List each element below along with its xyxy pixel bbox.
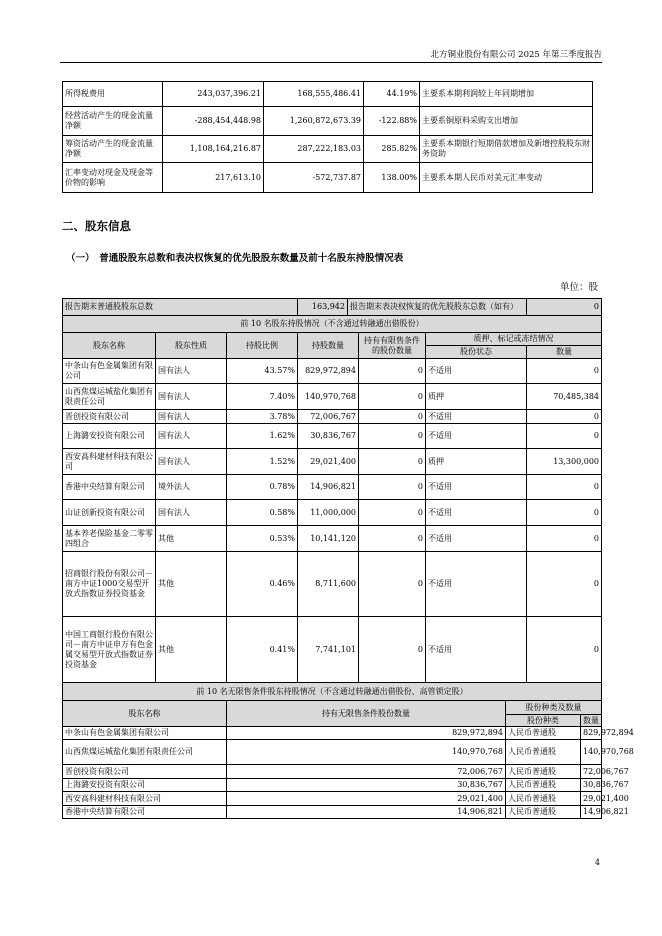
cell-count: 13,300,000 — [527, 449, 602, 475]
unrestricted-cell-qty: 14,906,821 — [227, 806, 506, 819]
total-value: 163,942 — [298, 299, 348, 316]
cell-status: 不适用 — [426, 526, 527, 552]
table-header-row — [63, 701, 602, 715]
cell-status: 不适用 — [426, 424, 527, 449]
cell-status: 不适用 — [426, 410, 527, 424]
cell-count: 0 — [527, 500, 602, 526]
cell-name: 基本养老保险基金二零零四组合 — [63, 526, 156, 552]
row-current: 1,108,164,216.87 — [163, 136, 264, 163]
shareholder-table — [62, 298, 634, 819]
unrestricted-header-count: 数量 — [581, 715, 602, 727]
cell-name: 香港中央结算有限公司 — [63, 475, 156, 500]
table-header-row — [63, 333, 602, 346]
change-table — [62, 81, 593, 193]
row-prior: 1,260,872,673.39 — [264, 107, 364, 136]
cell-name: 西安高科建材科技有限公司 — [63, 449, 156, 475]
cell-nature: 国有法人 — [156, 384, 227, 410]
row-reason: 主要系本期人民币对美元汇率变动 — [420, 163, 593, 193]
row-change: 44.19% — [364, 82, 420, 107]
row-item: 所得税费用 — [63, 82, 163, 107]
table-row — [63, 316, 602, 333]
cell-nature: 国有法人 — [156, 359, 227, 384]
row-prior: -572,737.87 — [264, 163, 364, 193]
cell-restricted: 0 — [359, 475, 426, 500]
cell-name: 中条山有色金属集团有限公司 — [63, 359, 156, 384]
cell-count: 70,485,384 — [527, 384, 602, 410]
row-reason: 主要系本期利润较上年同期增加 — [420, 82, 593, 107]
cell-status: 不适用 — [426, 359, 527, 384]
cell-qty: 30,836,767 — [298, 424, 359, 449]
unrestricted-cell-kind: 人民币普通股 — [506, 792, 581, 806]
table-row — [63, 552, 602, 617]
table-row — [63, 617, 602, 683]
unit-label: 单位：股 — [559, 282, 598, 293]
cell-restricted: 0 — [359, 384, 426, 410]
table-row — [63, 779, 602, 792]
table-row — [63, 163, 593, 193]
row-change: 138.00% — [364, 163, 420, 193]
cell-restricted: 0 — [359, 552, 426, 617]
table-row — [63, 727, 602, 740]
cell-name: 山西焦煤运城盐化集团有限责任公司 — [63, 384, 156, 410]
header-rule — [60, 62, 602, 63]
cell-status: 不适用 — [426, 475, 527, 500]
unrestricted-title: 前 10 名无限售条件股东持股情况（不含通过转融通出借股份、高管锁定股） — [63, 683, 602, 701]
cell-name: 山证创新投资有限公司 — [63, 500, 156, 526]
header-count: 数量 — [527, 346, 602, 359]
unrestricted-header-qty: 持有无限售条件股份数量 — [227, 701, 506, 727]
cell-qty: 29,021,400 — [298, 449, 359, 475]
cell-count: 0 — [527, 359, 602, 384]
cell-status: 不适用 — [426, 617, 527, 683]
unrestricted-header-kind: 股份种类 — [506, 715, 581, 727]
unrestricted-cell-count: 72,006,767 — [581, 765, 602, 779]
unrestricted-cell-name: 香港中央结算有限公司 — [63, 806, 227, 819]
cell-ratio: 0.78% — [227, 475, 298, 500]
row-prior: 287,222,183.03 — [264, 136, 364, 163]
unrestricted-cell-count: 30,836,767 — [581, 779, 602, 792]
cell-restricted: 0 — [359, 449, 426, 475]
cell-count: 0 — [527, 552, 602, 617]
table-row — [63, 806, 602, 819]
unrestricted-cell-qty: 72,006,767 — [227, 765, 506, 779]
cell-nature: 国有法人 — [156, 449, 227, 475]
row-current: 217,613.10 — [163, 163, 264, 193]
table-row — [63, 82, 593, 107]
cell-restricted: 0 — [359, 526, 426, 552]
unrestricted-cell-kind: 人民币普通股 — [506, 779, 581, 792]
table-row — [63, 683, 602, 701]
table-row — [63, 410, 602, 424]
cell-restricted: 0 — [359, 617, 426, 683]
cell-ratio: 3.78% — [227, 410, 298, 424]
cell-nature: 其他 — [156, 552, 227, 617]
cell-qty: 140,970,768 — [298, 384, 359, 410]
cell-ratio: 0.46% — [227, 552, 298, 617]
table-row — [63, 792, 602, 806]
cell-nature: 国有法人 — [156, 410, 227, 424]
cell-restricted: 0 — [359, 359, 426, 384]
cell-count: 0 — [527, 410, 602, 424]
cell-ratio: 1.52% — [227, 449, 298, 475]
cell-name: 招商银行股份有限公司－南方中证1000交易型开放式指数证券投资基金 — [63, 552, 156, 617]
table-row — [63, 384, 602, 410]
total-label: 报告期末普通股股东总数 — [63, 299, 298, 316]
row-change: -122.88% — [364, 107, 420, 136]
cell-nature: 其他 — [156, 617, 227, 683]
pref-value: 0 — [527, 299, 602, 316]
cell-qty: 14,906,821 — [298, 475, 359, 500]
table-row — [63, 107, 593, 136]
section-title: 二、股东信息 — [62, 219, 131, 233]
cell-nature: 境外法人 — [156, 475, 227, 500]
unrestricted-header-name: 股东名称 — [63, 701, 227, 727]
unrestricted-cell-name: 西安高科建材科技有限公司 — [63, 792, 227, 806]
cell-qty: 11,000,000 — [298, 500, 359, 526]
cell-nature: 其他 — [156, 526, 227, 552]
row-current: 243,037,396.21 — [163, 82, 264, 107]
row-reason: 主要系铜原料采购支出增加 — [420, 107, 593, 136]
cell-ratio: 7.40% — [227, 384, 298, 410]
unrestricted-cell-name: 中条山有色金属集团有限公司 — [63, 727, 227, 740]
unrestricted-cell-count: 829,972,894 — [581, 727, 602, 740]
pref-label: 报告期末表决权恢复的优先股股东总数（如有） — [348, 299, 527, 316]
cell-count: 0 — [527, 475, 602, 500]
cell-qty: 10,141,120 — [298, 526, 359, 552]
cell-qty: 829,972,894 — [298, 359, 359, 384]
table-row — [63, 449, 602, 475]
cell-count: 0 — [527, 617, 602, 683]
cell-qty: 7,741,101 — [298, 617, 359, 683]
cell-restricted: 0 — [359, 410, 426, 424]
unrestricted-cell-name: 上海潞安投资有限公司 — [63, 779, 227, 792]
unrestricted-cell-kind: 人民币普通股 — [506, 806, 581, 819]
cell-status: 不适用 — [426, 500, 527, 526]
unrestricted-cell-qty: 140,970,768 — [227, 740, 506, 765]
unrestricted-cell-count: 14,906,821 — [581, 806, 602, 819]
top10-title: 前 10 名股东持股情况（不含通过转融通出借股份） — [63, 316, 602, 333]
unrestricted-cell-name: 山西焦煤运城盐化集团有限责任公司 — [63, 740, 227, 765]
row-prior: 168,555,486.41 — [264, 82, 364, 107]
cell-nature: 国有法人 — [156, 500, 227, 526]
cell-name: 中国工商银行股份有限公司－南方中证申万有色金属交易型开放式指数证券投资基金 — [63, 617, 156, 683]
page-number: 4 — [594, 858, 600, 867]
row-current: -288,454,448.98 — [163, 107, 264, 136]
table-row — [63, 765, 602, 779]
cell-status: 不适用 — [426, 552, 527, 617]
unrestricted-header-kind-group: 股份种类及数量 — [506, 701, 602, 715]
table-row — [63, 299, 602, 316]
unrestricted-cell-qty: 30,836,767 — [227, 779, 506, 792]
unrestricted-cell-kind: 人民币普通股 — [506, 740, 581, 765]
header-qty: 持股数量 — [298, 333, 359, 359]
cell-name: 上海潞安投资有限公司 — [63, 424, 156, 449]
unrestricted-cell-qty: 829,972,894 — [227, 727, 506, 740]
page-header: 北方铜业股份有限公司 2025 年第三季度报告 — [430, 50, 602, 60]
row-item: 筹资活动产生的现金流量净额 — [63, 136, 163, 163]
table-row — [63, 740, 602, 765]
table-row — [63, 526, 602, 552]
header-name: 股东名称 — [63, 333, 156, 359]
cell-qty: 8,711,600 — [298, 552, 359, 617]
unrestricted-cell-name: 晋创投资有限公司 — [63, 765, 227, 779]
table-row — [63, 136, 593, 163]
cell-ratio: 1.62% — [227, 424, 298, 449]
table-row — [63, 424, 602, 449]
table-row — [63, 475, 602, 500]
row-item: 汇率变动对现金及现金等价物的影响 — [63, 163, 163, 193]
cell-restricted: 0 — [359, 424, 426, 449]
header-ratio: 持股比例 — [227, 333, 298, 359]
row-reason: 主要系本期银行短期借款增加及新增控股股东财务资助 — [420, 136, 593, 163]
cell-ratio: 0.53% — [227, 526, 298, 552]
header-restricted: 持有有限售条件的股份数量 — [359, 333, 426, 359]
cell-status: 质押 — [426, 449, 527, 475]
unrestricted-cell-kind: 人民币普通股 — [506, 765, 581, 779]
section-subtitle: （一） 普通股股东总数和表决权恢复的优先股股东数量及前十名股东持股情况表 — [66, 253, 404, 264]
header-pledge: 质押、标记或冻结情况 — [426, 333, 602, 346]
cell-ratio: 43.57% — [227, 359, 298, 384]
cell-qty: 72,006,767 — [298, 410, 359, 424]
cell-ratio: 0.58% — [227, 500, 298, 526]
row-change: 285.82% — [364, 136, 420, 163]
header-status: 股份状态 — [426, 346, 527, 359]
table-row — [63, 359, 602, 384]
cell-restricted: 0 — [359, 500, 426, 526]
cell-count: 0 — [527, 526, 602, 552]
unrestricted-cell-kind: 人民币普通股 — [506, 727, 581, 740]
row-item: 经营活动产生的现金流量净额 — [63, 107, 163, 136]
cell-name: 晋创投资有限公司 — [63, 410, 156, 424]
unrestricted-cell-count: 29,021,400 — [581, 792, 602, 806]
cell-status: 质押 — [426, 384, 527, 410]
cell-ratio: 0.41% — [227, 617, 298, 683]
unrestricted-cell-count: 140,970,768 — [581, 740, 602, 765]
header-nature: 股东性质 — [156, 333, 227, 359]
cell-nature: 国有法人 — [156, 424, 227, 449]
cell-count: 0 — [527, 424, 602, 449]
unrestricted-cell-qty: 29,021,400 — [227, 792, 506, 806]
table-row — [63, 500, 602, 526]
